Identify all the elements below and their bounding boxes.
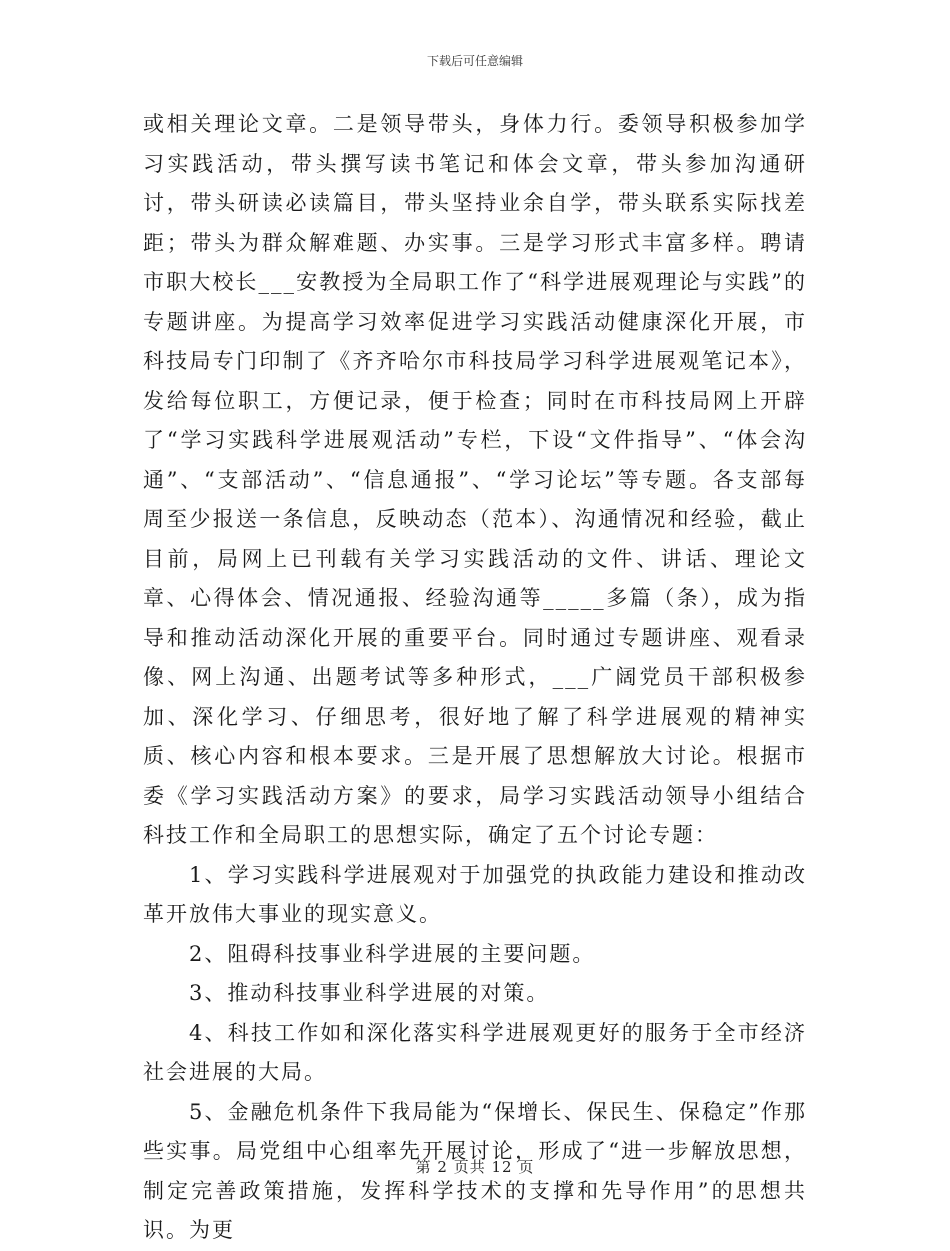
list-item-topic-1: 1、学习实践科学进展观对于加强党的执政能力建设和推动改革开放伟大事业的现实意义。 [143, 862, 807, 926]
page-number: 第 2 页共 12 页 [415, 1158, 535, 1176]
list-item-topic-3: 3、推动科技事业科学进展的对策。 [189, 981, 550, 1005]
paragraph-continuation: 或相关理论文章。二是领导带头，身体力行。委领导积极参加学习实践活动，带头撰写读书笔记和体会文章，带头参加沟通研讨，带头研读必读篇目，带头坚持业余自学，带头联系实际找差距；带头为群众解难题、办实事。三是学习形式丰富多样。聘请市职大校长___安教授为全局职工作了“科学进展观理论与实践”的专题讲座。为提高学习效率促进学习实践活动健康深化开展，市科技局专门印制了《齐齐哈尔市科技局学习科学进展观笔记本》，发给每位职工，方便记录，便于检查；同时在市科技局网上开辟了“学习实践科学进展观活动”专栏，下设“文件指导”、“体会沟通”、“支部活动”、“信息通报”、“学习论坛”等专题。各支部每周至少报送一条信息，反映动态（范本）、沟通情况和经验，截止目前，局网上已刊载有关学习实践活动的文件、讲话、理论文章、心得体会、情况通报、经验沟通等_____多篇（条），成为指导和推动活动深化开展的重要平台。同时通过专题讲座、观看录像、网上沟通、出题考试等多种形式，___广阔党员干部积极参加、深化学习、仔细思考，很好地了解了科学进展观的精神实质、核心内容和根本要求。三是开展了思想解放大讨论。根据市委《学习实践活动方案》的要求，局学习实践活动领导小组结合科技工作和全局职工的思想实际，确定了五个讨论专题： [143, 112, 807, 847]
list-item-topic-2: 2、阻碍科技事业科学进展的主要问题。 [189, 941, 596, 966]
page-header-note: 下载后可任意编辑 [426, 54, 523, 68]
document-body [143, 105, 807, 1251]
list-item-topic-4: 4、科技工作如和深化落实科学进展观更好的服务于全市经济社会进展的大局。 [143, 1020, 807, 1084]
list-item-topic-5: 5、金融危机条件下我局能为“保增长、保民生、保稳定”作那些实事。局党组中心组率先开展讨论，形成了“进一步解放思想，制定完善政策措施，发挥科学技术的支撑和先导作用”的思想共识。为更 [143, 1099, 807, 1242]
